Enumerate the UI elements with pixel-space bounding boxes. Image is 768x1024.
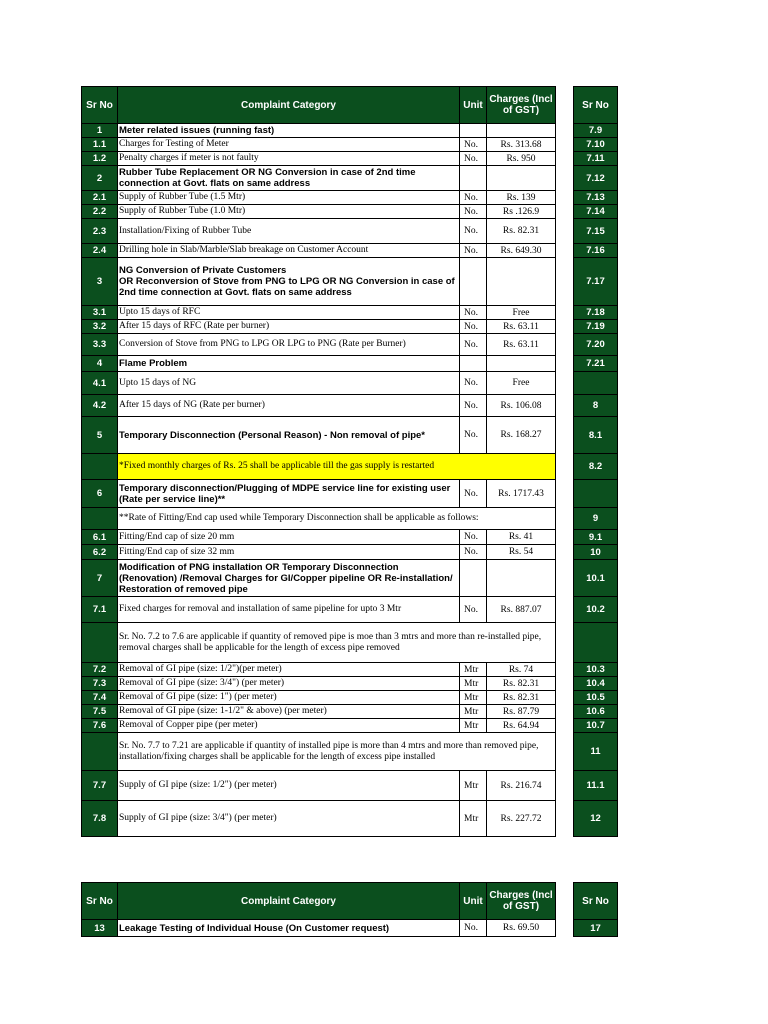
charges-table	[81, 86, 556, 837]
charges-table-2	[81, 882, 556, 937]
row-description: After 15 days of RFC (Rate per burner)	[118, 320, 460, 334]
row-unit: Mtr	[460, 705, 487, 719]
table-row	[82, 733, 556, 771]
row-sr-no: 6.2	[82, 545, 118, 560]
row-unit: Mtr	[460, 719, 487, 733]
row-description: Fixed charges for removal and installation of same pipeline for upto 3 Mtr	[118, 597, 460, 623]
table-row	[82, 258, 556, 306]
right-sr-no: 10	[574, 545, 618, 560]
right-sr-no: 10.2	[574, 597, 618, 623]
table-row	[82, 560, 556, 597]
header-sr-no-right: Sr No	[574, 883, 618, 920]
right-sr-no: 7.15	[574, 219, 618, 244]
row-charges: Rs. 82.31	[487, 219, 556, 244]
right-column-row	[574, 356, 618, 372]
row-description: *Fixed monthly charges of Rs. 25 shall be applicable till the gas supply is restarted	[118, 454, 556, 480]
row-description: Modification of PNG installation OR Temporary Disconnection (Renovation) /Removal Charges for GI/Copper pipeline OR Re-installation/ Restoration of removed pipe	[118, 560, 460, 597]
right-sr-no: 7.11	[574, 152, 618, 166]
row-description: After 15 days of NG (Rate per burner)	[118, 395, 460, 417]
row-charges: Rs. 63.11	[487, 320, 556, 334]
row-unit: No.	[460, 334, 487, 356]
row-unit: No.	[460, 920, 487, 937]
right-column-row	[574, 719, 618, 733]
right-sr-no: 8	[574, 395, 618, 417]
right-column-row	[574, 480, 618, 508]
row-unit	[460, 356, 487, 372]
row-description: Fitting/End cap of size 20 mm	[118, 530, 460, 545]
right-sr-no: 7.9	[574, 124, 618, 138]
row-charges: Rs. 82.31	[487, 677, 556, 691]
row-description: Upto 15 days of RFC	[118, 306, 460, 320]
table-row	[82, 719, 556, 733]
right-sr-no: 8.1	[574, 417, 618, 454]
row-charges: Rs. 54	[487, 545, 556, 560]
right-column-row	[574, 372, 618, 395]
right-column-row	[574, 244, 618, 258]
row-sr-no: 4.1	[82, 372, 118, 395]
right-sr-no: 7.13	[574, 191, 618, 205]
right-column-row	[574, 191, 618, 205]
row-charges: Rs. 74	[487, 663, 556, 677]
right-column-row	[574, 623, 618, 663]
right-column-row	[574, 417, 618, 454]
row-unit: No.	[460, 530, 487, 545]
row-sr-no: 7.8	[82, 801, 118, 837]
row-charges: Rs. 41	[487, 530, 556, 545]
row-sr-no: 1.2	[82, 152, 118, 166]
row-description: Meter related issues (running fast)	[118, 124, 460, 138]
header-complaint-category: Complaint Category	[118, 87, 460, 124]
row-sr-no: 7.2	[82, 663, 118, 677]
row-charges: Rs. 313.68	[487, 138, 556, 152]
row-sr-no	[82, 623, 118, 663]
right-sr-no: 10.5	[574, 691, 618, 705]
row-charges: Rs. 227.72	[487, 801, 556, 837]
right-sr-column	[573, 86, 618, 837]
row-description: Removal of GI pipe (size: 1/2")(per meter)	[118, 663, 460, 677]
right-column-row	[574, 691, 618, 705]
row-charges: Free	[487, 306, 556, 320]
header-sr-no: Sr No	[82, 87, 118, 124]
right-column-row	[574, 306, 618, 320]
row-charges: Rs. 87.79	[487, 705, 556, 719]
header-charges: Charges (Incl of GST)	[487, 883, 556, 920]
row-charges	[487, 560, 556, 597]
row-unit	[460, 560, 487, 597]
row-description: Sr. No. 7.7 to 7.21 are applicable if quantity of installed pipe is more than 4 mtrs and more than removed pipe, installation/fixing charges shall be applicable for the length of excess pipe installed	[118, 733, 556, 771]
row-sr-no: 2.1	[82, 191, 118, 205]
row-unit: Mtr	[460, 771, 487, 801]
right-sr-no	[574, 480, 618, 508]
right-sr-no: 11.1	[574, 771, 618, 801]
right-sr-no	[574, 623, 618, 663]
table-row	[82, 191, 556, 205]
row-sr-no	[82, 733, 118, 771]
row-description: Upto 15 days of NG	[118, 372, 460, 395]
row-description: Supply of Rubber Tube (1.0 Mtr)	[118, 205, 460, 219]
row-sr-no: 7.1	[82, 597, 118, 623]
row-sr-no: 7.4	[82, 691, 118, 705]
row-unit: No.	[460, 191, 487, 205]
row-description: Penalty charges if meter is not faulty	[118, 152, 460, 166]
table-row	[82, 356, 556, 372]
row-description: Removal of GI pipe (size: 1") (per meter)	[118, 691, 460, 705]
table-row	[82, 306, 556, 320]
right-column-row	[574, 508, 618, 530]
right-column-row	[574, 320, 618, 334]
right-column-row	[574, 219, 618, 244]
row-charges: Rs. 216.74	[487, 771, 556, 801]
row-unit: No.	[460, 152, 487, 166]
row-description: Conversion of Stove from PNG to LPG OR LPG to PNG (Rate per Burner)	[118, 334, 460, 356]
row-description: Installation/Fixing of Rubber Tube	[118, 219, 460, 244]
row-description: Charges for Testing of Meter	[118, 138, 460, 152]
table-header-row	[82, 87, 556, 124]
row-description: Temporary Disconnection (Personal Reason) - Non removal of pipe*	[118, 417, 460, 454]
row-sr-no: 1.1	[82, 138, 118, 152]
table-row	[82, 417, 556, 454]
right-sr-no: 10.4	[574, 677, 618, 691]
row-unit	[460, 166, 487, 191]
row-charges	[487, 166, 556, 191]
row-sr-no: 3.1	[82, 306, 118, 320]
row-charges	[487, 124, 556, 138]
row-charges: Rs. 106.08	[487, 395, 556, 417]
right-sr-no: 9	[574, 508, 618, 530]
row-unit: No.	[460, 395, 487, 417]
table-row	[82, 124, 556, 138]
right-sr-no: 7.21	[574, 356, 618, 372]
right-column-row	[574, 258, 618, 306]
row-unit	[460, 258, 487, 306]
row-unit: Mtr	[460, 801, 487, 837]
row-description: Flame Problem	[118, 356, 460, 372]
row-charges: Rs. 649.30	[487, 244, 556, 258]
row-sr-no: 7.3	[82, 677, 118, 691]
table-row	[82, 691, 556, 705]
table-header-row	[82, 883, 556, 920]
right-column-row	[574, 597, 618, 623]
header-unit: Unit	[460, 87, 487, 124]
row-unit: No.	[460, 480, 487, 508]
row-sr-no: 7.7	[82, 771, 118, 801]
table-row	[82, 480, 556, 508]
right-column-row	[574, 166, 618, 191]
right-column-row	[574, 920, 618, 937]
row-description: **Rate of Fitting/End cap used while Temporary Disconnection shall be applicable as follows:	[118, 508, 556, 530]
right-sr-no: 11	[574, 733, 618, 771]
right-column-row	[574, 530, 618, 545]
row-sr-no: 2	[82, 166, 118, 191]
table-row	[82, 508, 556, 530]
right-sr-no: 7.20	[574, 334, 618, 356]
row-charges: Rs. 168.27	[487, 417, 556, 454]
right-sr-no: 7.19	[574, 320, 618, 334]
row-unit: No.	[460, 138, 487, 152]
right-column-row	[574, 560, 618, 597]
row-unit: No.	[460, 205, 487, 219]
row-unit: No.	[460, 244, 487, 258]
row-unit: No.	[460, 545, 487, 560]
header-sr-no: Sr No	[82, 883, 118, 920]
row-sr-no: 3	[82, 258, 118, 306]
table-row	[82, 545, 556, 560]
table-row	[82, 623, 556, 663]
table-row	[82, 166, 556, 191]
right-sr-no: 10.6	[574, 705, 618, 719]
row-unit: No.	[460, 372, 487, 395]
table-row	[82, 454, 556, 480]
row-description: Leakage Testing of Individual House (On Customer request)	[118, 920, 460, 937]
row-description: Removal of GI pipe (size: 1-1/2" & above) (per meter)	[118, 705, 460, 719]
right-column-row	[574, 454, 618, 480]
table-row	[82, 663, 556, 677]
row-sr-no: 5	[82, 417, 118, 454]
table-row	[82, 244, 556, 258]
row-charges: Rs. 950	[487, 152, 556, 166]
right-sr-no: 12	[574, 801, 618, 837]
table-row	[82, 395, 556, 417]
row-charges: Rs. 69.50	[487, 920, 556, 937]
right-column-row	[574, 677, 618, 691]
right-sr-no	[574, 372, 618, 395]
right-column-row	[574, 138, 618, 152]
right-column-row	[574, 152, 618, 166]
row-unit: No.	[460, 417, 487, 454]
right-column-row	[574, 395, 618, 417]
table-row	[82, 205, 556, 219]
row-charges: Rs. 1717.43	[487, 480, 556, 508]
table-row	[82, 920, 556, 937]
row-sr-no: 3.3	[82, 334, 118, 356]
row-sr-no: 2.2	[82, 205, 118, 219]
row-description: Supply of GI pipe (size: 3/4") (per meter)	[118, 801, 460, 837]
row-charges	[487, 258, 556, 306]
row-sr-no: 7	[82, 560, 118, 597]
table-row	[82, 677, 556, 691]
right-column-row	[574, 205, 618, 219]
table-row	[82, 152, 556, 166]
row-sr-no	[82, 454, 118, 480]
row-unit: No.	[460, 597, 487, 623]
right-sr-no: 7.18	[574, 306, 618, 320]
row-sr-no: 6	[82, 480, 118, 508]
row-description: Rubber Tube Replacement OR NG Conversion in case of 2nd time connection at Govt. flats on same address	[118, 166, 460, 191]
right-sr-no: 9.1	[574, 530, 618, 545]
table-row	[82, 372, 556, 395]
table-row	[82, 334, 556, 356]
right-column-row	[574, 663, 618, 677]
row-sr-no: 6.1	[82, 530, 118, 545]
row-charges: Rs. 82.31	[487, 691, 556, 705]
row-sr-no: 7.6	[82, 719, 118, 733]
row-description: Supply of Rubber Tube (1.5 Mtr)	[118, 191, 460, 205]
row-sr-no: 2.4	[82, 244, 118, 258]
table-row	[82, 597, 556, 623]
right-sr-no: 10.7	[574, 719, 618, 733]
header-sr-no-right: Sr No	[574, 87, 618, 124]
right-column-row	[574, 733, 618, 771]
right-sr-no: 8.2	[574, 454, 618, 480]
right-sr-no: 7.12	[574, 166, 618, 191]
table-row	[82, 801, 556, 837]
row-unit: Mtr	[460, 663, 487, 677]
table-row	[82, 138, 556, 152]
row-charges: Rs. 139	[487, 191, 556, 205]
row-charges: Free	[487, 372, 556, 395]
row-sr-no: 4	[82, 356, 118, 372]
row-description: Temporary disconnection/Plugging of MDPE service line for existing user (Rate per service line)**	[118, 480, 460, 508]
right-sr-no: 17	[574, 920, 618, 937]
row-description: Fitting/End cap of size 32 mm	[118, 545, 460, 560]
table-row	[82, 530, 556, 545]
right-sr-column-2	[573, 882, 618, 937]
row-sr-no: 3.2	[82, 320, 118, 334]
row-unit: Mtr	[460, 691, 487, 705]
row-charges: Rs. 64.94	[487, 719, 556, 733]
row-unit: No.	[460, 320, 487, 334]
row-unit	[460, 124, 487, 138]
table-row	[82, 219, 556, 244]
row-unit: Mtr	[460, 677, 487, 691]
header-charges: Charges (Incl of GST)	[487, 87, 556, 124]
header-complaint-category: Complaint Category	[118, 883, 460, 920]
row-sr-no	[82, 508, 118, 530]
row-unit: No.	[460, 219, 487, 244]
right-column-row	[574, 771, 618, 801]
table-row	[82, 771, 556, 801]
right-sr-no: 10.1	[574, 560, 618, 597]
row-description: Drilling hole in Slab/Marble/Slab breakage on Customer Account	[118, 244, 460, 258]
right-column-row	[574, 124, 618, 138]
right-sr-no: 7.10	[574, 138, 618, 152]
row-sr-no: 2.3	[82, 219, 118, 244]
row-unit: No.	[460, 306, 487, 320]
right-sr-no: 10.3	[574, 663, 618, 677]
right-column-row	[574, 334, 618, 356]
row-sr-no: 4.2	[82, 395, 118, 417]
right-column-row	[574, 545, 618, 560]
row-charges	[487, 356, 556, 372]
row-charges: Rs. 887.07	[487, 597, 556, 623]
table-row	[82, 705, 556, 719]
row-description: Supply of GI pipe (size: 1/2") (per meter)	[118, 771, 460, 801]
right-sr-no: 7.17	[574, 258, 618, 306]
row-description: Removal of Copper pipe (per meter)	[118, 719, 460, 733]
header-unit: Unit	[460, 883, 487, 920]
row-description: Sr. No. 7.2 to 7.6 are applicable if quantity of removed pipe is moe than 3 mtrs and more than re-installed pipe, removal charges shall be applicable for the length of excess pipe removed	[118, 623, 556, 663]
right-sr-no: 7.16	[574, 244, 618, 258]
row-charges: Rs. 63.11	[487, 334, 556, 356]
right-sr-no: 7.14	[574, 205, 618, 219]
right-column-row	[574, 705, 618, 719]
row-description: NG Conversion of Private Customers OR Reconversion of Stove from PNG to LPG OR NG Conversion in case of 2nd time connection at Govt. flats on same address	[118, 258, 460, 306]
row-sr-no: 13	[82, 920, 118, 937]
row-sr-no: 1	[82, 124, 118, 138]
right-column-row	[574, 801, 618, 837]
table-row	[82, 320, 556, 334]
row-sr-no: 7.5	[82, 705, 118, 719]
row-description: Removal of GI pipe (size: 3/4") (per meter)	[118, 677, 460, 691]
row-charges: Rs .126.9	[487, 205, 556, 219]
